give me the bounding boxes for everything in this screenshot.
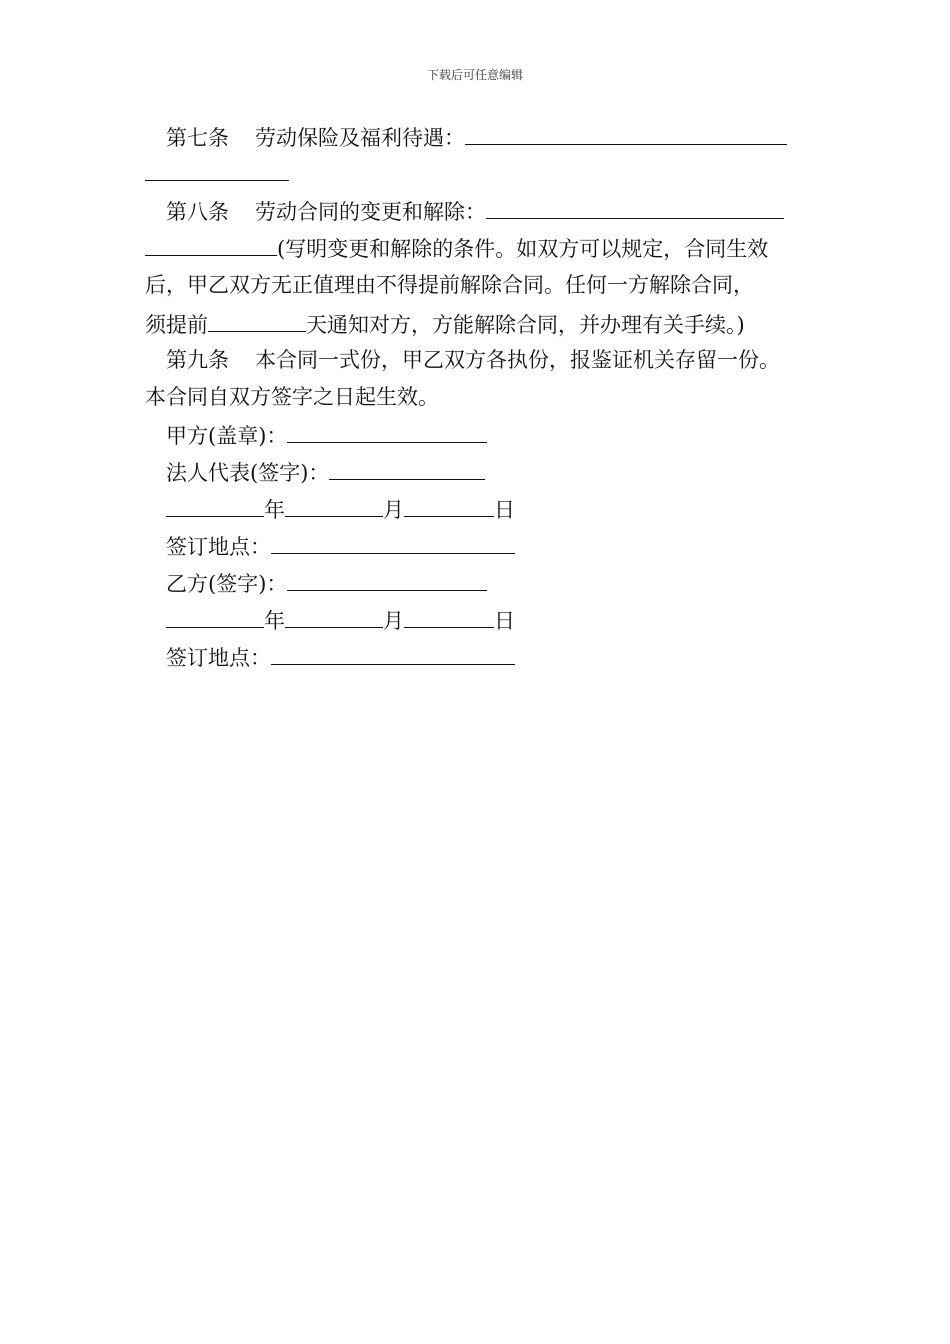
party-b-day-blank[interactable] — [404, 605, 494, 628]
article8-line2 — [145, 233, 768, 263]
article8-line4-prefix: 须提前 — [145, 313, 208, 337]
article9-line1 — [166, 346, 780, 374]
party-a-seal-label: 甲方(盖章)： — [166, 424, 288, 448]
article7-line1 — [166, 122, 787, 152]
party-b-sign-label: 乙方(签字)： — [166, 572, 288, 596]
party-b-year-label: 年 — [264, 609, 285, 633]
article8-title: 劳动合同的变更和解除： — [255, 200, 486, 224]
article8-line2-text: (写明变更和解除的条件。如双方可以规定，合同生效 — [277, 237, 769, 261]
party-a-place-line — [166, 531, 515, 561]
article8-line4-suffix: 天通知对方，方能解除合同，并办理有关手续。) — [306, 313, 745, 337]
party-a-date-line — [166, 494, 515, 524]
article7-title: 劳动保险及福利待遇： — [255, 126, 465, 150]
article9-line2: 本合同自双方签字之日起生效。 — [145, 385, 439, 409]
party-b-year-blank[interactable] — [166, 605, 264, 628]
party-a-day-label: 日 — [494, 498, 515, 522]
party-a-year-label: 年 — [264, 498, 285, 522]
party-a-year-blank[interactable] — [166, 494, 264, 517]
article8-line1 — [166, 196, 784, 226]
party-a-rep-label: 法人代表(签字)： — [166, 461, 330, 485]
party-a-rep-line — [166, 457, 485, 487]
party-b-month-label: 月 — [383, 609, 404, 633]
party-a-day-blank[interactable] — [404, 494, 494, 517]
party-b-sign-blank[interactable] — [287, 568, 487, 591]
article9-line1-text: 本合同一式份，甲乙双方各执份，报鉴证机关存留一份。 — [255, 348, 780, 372]
party-a-place-blank[interactable] — [271, 531, 515, 554]
party-a-place-label: 签订地点： — [166, 535, 271, 559]
party-a-month-blank[interactable] — [285, 494, 383, 517]
article9-number: 第九条 — [166, 348, 229, 372]
notice-days-blank[interactable] — [208, 309, 306, 332]
party-b-date-line — [166, 605, 515, 635]
article8-blank-2[interactable] — [145, 233, 277, 256]
party-a-month-label: 月 — [383, 498, 404, 522]
article8-line3: 后，甲乙双方无正值理由不得提前解除合同。任何一方解除合同， — [145, 273, 754, 297]
party-a-rep-blank[interactable] — [329, 457, 485, 480]
article7-number: 第七条 — [166, 126, 229, 150]
article7-blank-2[interactable] — [145, 158, 289, 181]
party-a-seal-blank[interactable] — [287, 420, 487, 443]
article7-line2 — [145, 158, 289, 188]
party-b-place-label: 签订地点： — [166, 646, 271, 670]
party-b-sign-line — [166, 568, 487, 598]
party-b-day-label: 日 — [494, 609, 515, 633]
header-note: 下载后可任意编辑 — [426, 68, 523, 82]
party-b-place-blank[interactable] — [271, 642, 515, 665]
party-b-month-blank[interactable] — [285, 605, 383, 628]
party-b-place-line — [166, 642, 515, 672]
article8-number: 第八条 — [166, 200, 229, 224]
article7-blank-1[interactable] — [465, 122, 787, 145]
article8-blank-1[interactable] — [486, 196, 784, 219]
article8-line4 — [145, 309, 745, 339]
party-a-seal-line — [166, 420, 487, 450]
